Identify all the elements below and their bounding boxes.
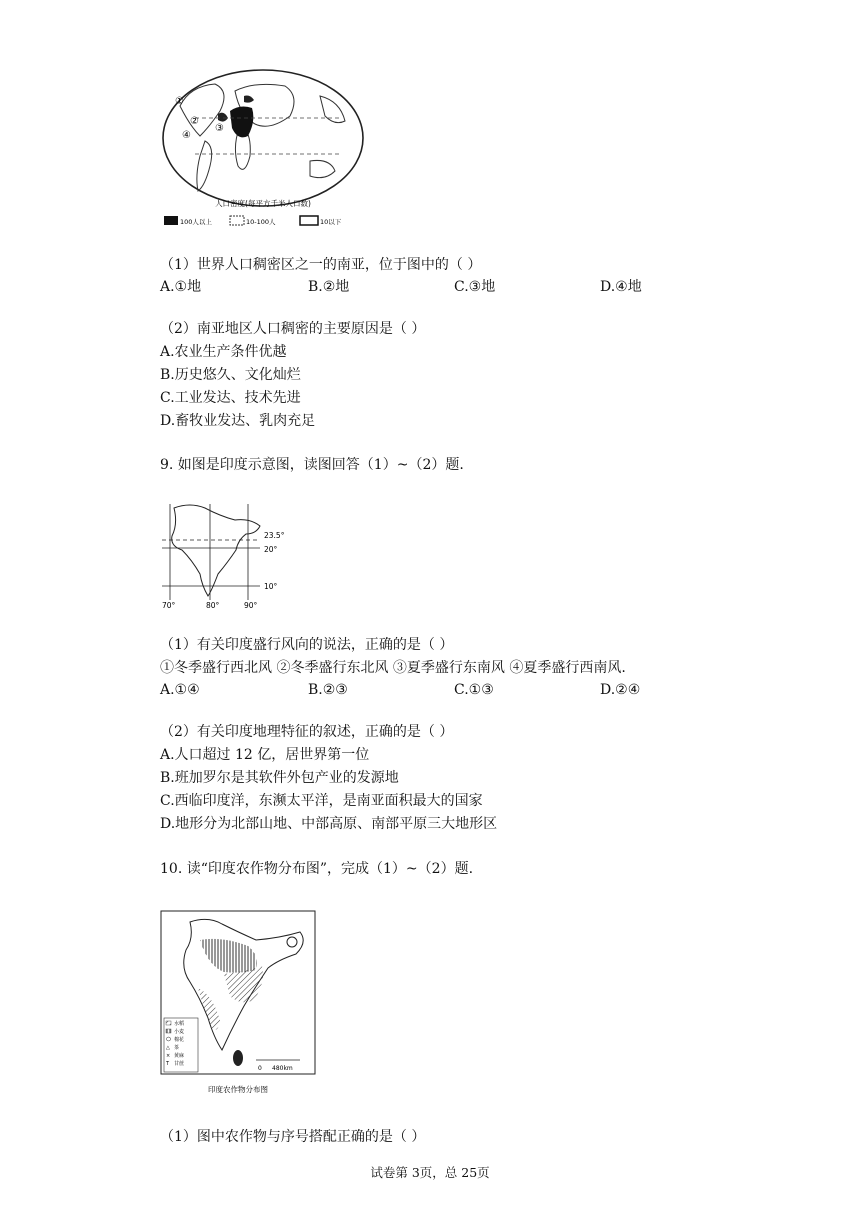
crop-legend-wheat: 小麦 [174, 1029, 185, 1035]
map-caption: 印度农作物分布图 [208, 1085, 268, 1094]
option-d[interactable]: D.畜牧业发达、乳肉充足 [160, 413, 316, 429]
crop-map-svg [160, 910, 316, 1096]
crop-legend-sugarcane: 甘蔗 [174, 1061, 185, 1067]
map-marker: ③ [215, 123, 224, 134]
world-population-map [160, 66, 366, 234]
india-sketch-map [160, 500, 300, 612]
map-marker: ④ [182, 130, 191, 141]
crop-legend-tea: 茶 [174, 1045, 180, 1051]
crop-legend-cotton: 棉花 [174, 1037, 185, 1043]
question-statement: ①冬季盛行西北风 ②冬季盛行东北风 ③夏季盛行东南风 ④夏季盛行西南风. [160, 660, 626, 676]
option-a[interactable]: A.人口超过 12 亿，居世界第一位 [160, 747, 370, 763]
option-a[interactable]: A.①④ [160, 682, 200, 698]
option-b[interactable]: B.②③ [308, 682, 348, 698]
option-d[interactable]: D.④地 [600, 279, 642, 295]
option-d[interactable]: D.②④ [600, 682, 641, 698]
scale-label: 480km [272, 1065, 293, 1072]
option-b[interactable]: B.②地 [308, 279, 350, 295]
option-c[interactable]: C.③地 [454, 279, 496, 295]
lat-label: 20° [264, 545, 278, 554]
lon-label: 90° [244, 601, 258, 610]
legend-item: 10以下 [320, 218, 342, 226]
india-map-svg [160, 500, 300, 612]
question-stem: （2）南亚地区人口稠密的主要原因是（ ） [160, 321, 426, 337]
question-stem: （1）有关印度盛行风向的说法，正确的是（ ） [160, 637, 454, 653]
option-d[interactable]: D.地形分为北部山地、中部高原、南部平原三大地形区 [160, 816, 498, 832]
option-b[interactable]: B.历史悠久、文化灿烂 [160, 367, 301, 383]
svg-text:×: × [166, 1053, 171, 1059]
map-marker: ② [190, 116, 199, 127]
svg-text:T: T [166, 1061, 170, 1067]
legend-item: 100人以上 [180, 218, 212, 226]
svg-text:0: 0 [258, 1065, 262, 1072]
option-b[interactable]: B.班加罗尔是其软件外包产业的发源地 [160, 770, 399, 786]
option-c[interactable]: C.①③ [454, 682, 494, 698]
legend-title: 人口密度(每平方千米人口数) [215, 199, 311, 208]
page-footer: 试卷第 3页，总 25页 [370, 1165, 490, 1180]
lon-label: 70° [162, 601, 176, 610]
svg-text:△: △ [166, 1045, 170, 1051]
crop-legend-jute: 黄麻 [174, 1053, 185, 1059]
india-crop-map [160, 910, 316, 1096]
lat-label: 10° [264, 582, 278, 591]
option-c[interactable]: C.工业发达、技术先进 [160, 390, 301, 406]
question-stem: （2）有关印度地理特征的叙述，正确的是（ ） [160, 724, 454, 740]
lat-label: 23.5° [264, 531, 285, 540]
question-title: 10. 读“印度农作物分布图”，完成（1）~（2）题. [160, 861, 474, 877]
option-a[interactable]: A.农业生产条件优越 [160, 344, 287, 360]
crop-legend-rice: 水稻 [174, 1021, 185, 1027]
question-title: 9. 如图是印度示意图，读图回答（1）~（2）题. [160, 457, 464, 473]
world-map-svg [160, 66, 366, 234]
map-marker: ① [175, 96, 184, 107]
lon-label: 80° [206, 601, 220, 610]
option-c[interactable]: C.西临印度洋，东濒太平洋，是南亚面积最大的国家 [160, 793, 483, 809]
question-stem: （1）世界人口稠密区之一的南亚，位于图中的（ ） [160, 257, 482, 273]
option-a[interactable]: A.①地 [160, 279, 202, 295]
question-stem: （1）图中农作物与序号搭配正确的是（ ） [160, 1129, 426, 1145]
legend-item: 10-100人 [246, 218, 276, 226]
